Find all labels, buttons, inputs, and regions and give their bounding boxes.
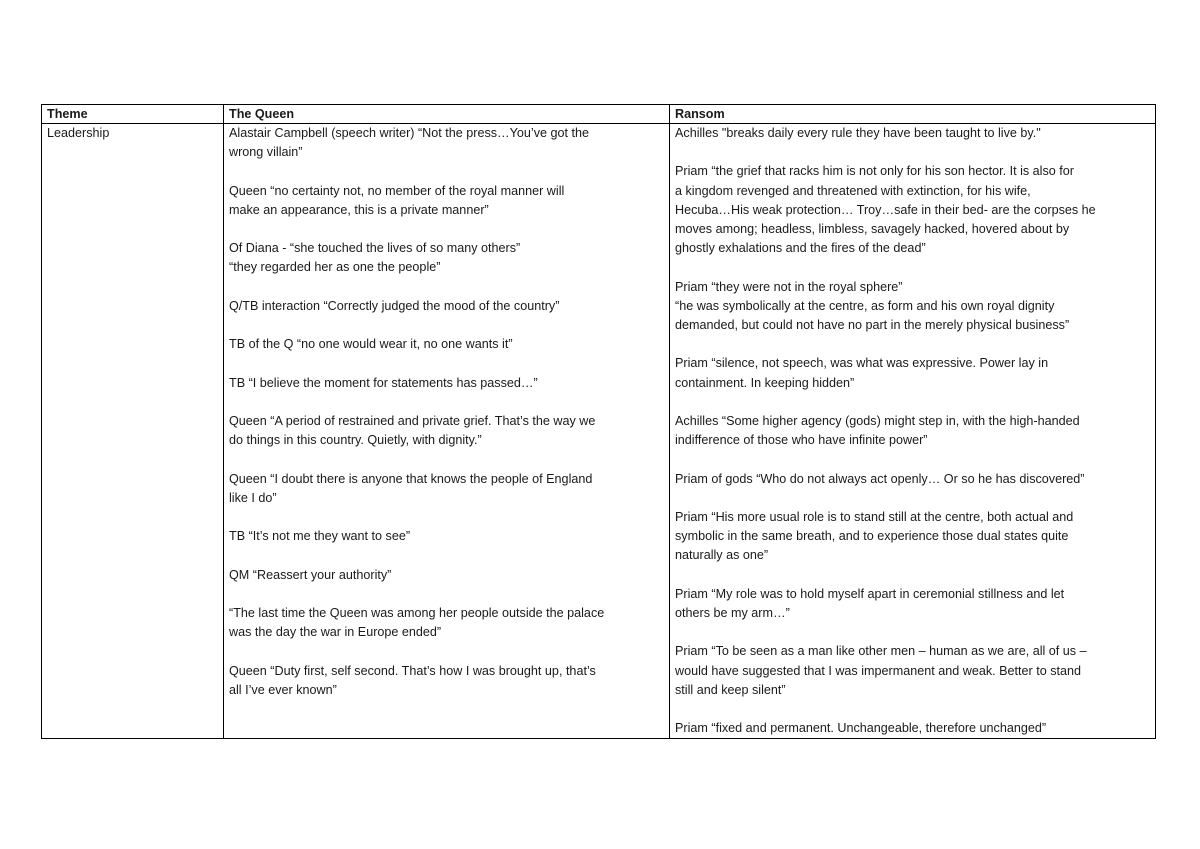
theme-label: Leadership [47,126,110,140]
quote-line: was the day the war in Europe ended” [229,625,442,640]
quote-line: QM “Reassert your authority” [229,567,392,582]
queen-quote [229,297,664,316]
quote-line: TB “I believe the moment for statements has passed…” [229,375,538,390]
quote-line: “The last time the Queen was among her people outside the palace [229,605,605,620]
header-theme: Theme [42,105,224,124]
quote-line: Priam “silence, not speech, was what was expressive. Power lay in [675,356,1049,371]
queen-quote [229,239,664,277]
ransom-quote [675,124,1150,143]
header-ransom: Ransom [670,105,1156,124]
ransom-quote [675,278,1150,336]
queen-quote [229,124,664,162]
quote-line: Priam “fixed and permanent. Unchangeable, therefore unchanged” [675,721,1047,736]
quote-line: Priam “the grief that racks him is not only for his son hector. It is also for [675,164,1074,179]
quote-line: symbolic in the same breath, and to experience those dual states quite [675,529,1069,544]
theme-cell [42,124,224,739]
quote-line: demanded, but could not have no part in the merely physical business” [675,318,1070,332]
quote-line: Queen “I doubt there is anyone that knows the people of England [229,471,593,486]
quote-line: Queen “no certainty not, no member of the royal manner will [229,183,565,198]
quote-line: Priam “My role was to hold myself apart in ceremonial stillness and let [675,586,1065,601]
quote-line: Hecuba…His weak protection… Troy…safe in their bed- are the corpses he [675,202,1096,217]
queen-quote [229,527,664,546]
ransom-quote [675,642,1150,700]
quote-line: do things in this country. Quietly, with dignity.” [229,433,482,448]
queen-quote [229,374,664,393]
queen-cell [224,124,670,739]
ransom-cell [670,124,1156,739]
quote-line: others be my arm…” [675,605,790,620]
ransom-quotes [675,124,1150,738]
quote-line: ghostly exhalations and the fires of the dead” [675,241,926,256]
queen-quote [229,412,664,450]
quote-line: containment. In keeping hidden” [675,375,855,390]
queen-quote [229,470,664,508]
quote-line: Priam “His more usual role is to stand still at the centre, both actual and [675,509,1074,524]
themes-table [41,104,1156,739]
ransom-quote [675,162,1150,258]
quote-line: still and keep silent” [675,682,786,697]
quote-line: moves among; headless, limbless, savagely hacked, hovered about by [675,222,1070,236]
quote-line: Achilles “Some higher agency (gods) might step in, with the high-handed [675,413,1080,428]
ransom-quote [675,412,1150,450]
ransom-quote [675,354,1150,392]
table-row [42,124,1156,739]
quote-line: like I do” [229,490,277,505]
quote-line: Priam of gods “Who do not always act openly… Or so he has discovered” [675,471,1085,486]
ransom-quote [675,470,1150,489]
quote-line: Queen “Duty first, self second. That’s how I was brought up, that’s [229,663,596,678]
quote-line: make an appearance, this is a private manner” [229,202,489,217]
header-the-queen: The Queen [224,105,670,124]
quote-line: wrong villain” [229,145,303,160]
queen-quote [229,566,664,585]
queen-quote [229,662,664,700]
queen-quotes [229,124,664,700]
quote-line: a kingdom revenged and threatened with extinction, for his wife, [675,183,1031,198]
quote-line: Q/TB interaction “Correctly judged the mood of the country” [229,298,560,313]
quote-line: Priam “To be seen as a man like other men – human as we are, all of us – [675,644,1087,659]
ransom-quote [675,719,1150,738]
ransom-quote [675,508,1150,566]
quote-line: Alastair Campbell (speech writer) “Not the press…You’ve got the [229,126,590,140]
ransom-quote [675,585,1150,623]
quote-line: “they regarded her as one the people” [229,260,441,275]
table-header-row [42,105,1156,124]
quote-line: Priam “they were not in the royal sphere” [675,279,903,294]
quote-line: indifference of those who have infinite power” [675,433,928,448]
quote-line: Queen “A period of restrained and private grief. That’s the way we [229,413,596,428]
quote-line: Achilles "breaks daily every rule they have been taught to live by." [675,126,1041,140]
quote-line: all I’ve ever known” [229,682,337,697]
quote-line: would have suggested that I was impermanent and weak. Better to stand [675,663,1082,678]
queen-quote [229,182,664,220]
quote-line: naturally as one” [675,548,769,563]
quote-line: TB “It’s not me they want to see” [229,529,411,544]
queen-quote [229,604,664,642]
quote-line: “he was symbolically at the centre, as form and his own royal dignity [675,298,1055,313]
queen-quote [229,335,664,354]
quote-line: Of Diana - “she touched the lives of so many others” [229,241,521,256]
quote-line: TB of the Q “no one would wear it, no one wants it” [229,337,513,352]
